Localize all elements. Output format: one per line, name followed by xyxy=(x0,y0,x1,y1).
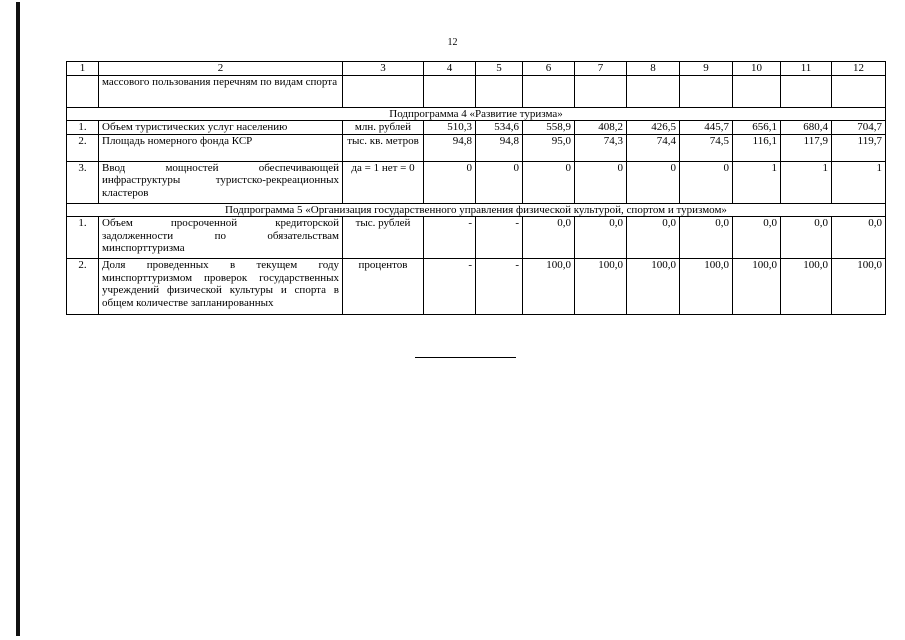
value-cell: 0 xyxy=(575,161,627,203)
value-cell: 94,8 xyxy=(424,134,476,161)
column-header: 8 xyxy=(627,62,680,76)
value-cell xyxy=(680,75,733,107)
row-number: 1. xyxy=(67,217,99,259)
value-cell: 510,3 xyxy=(424,121,476,135)
value-cell: 0 xyxy=(424,161,476,203)
indicators-table xyxy=(66,61,886,315)
value-cell: 74,4 xyxy=(627,134,680,161)
table-row xyxy=(67,161,886,203)
value-cell: 1 xyxy=(832,161,886,203)
value-cell: 0 xyxy=(523,161,575,203)
column-header: 3 xyxy=(343,62,424,76)
section-header-row xyxy=(67,203,886,217)
column-header: 9 xyxy=(680,62,733,76)
value-cell xyxy=(424,75,476,107)
value-cell xyxy=(832,75,886,107)
value-cell: 0 xyxy=(476,161,523,203)
row-number: 2. xyxy=(67,259,99,315)
value-cell: 0 xyxy=(680,161,733,203)
value-cell: - xyxy=(424,217,476,259)
table-row xyxy=(67,217,886,259)
section-title-5: Подпрограмма 5 «Организация государственного управления физической культурой, спортом и туризмом» xyxy=(67,203,886,217)
value-cell: 445,7 xyxy=(680,121,733,135)
value-cell: 100,0 xyxy=(523,259,575,315)
value-cell: 0,0 xyxy=(575,217,627,259)
value-cell xyxy=(781,75,832,107)
column-header: 10 xyxy=(733,62,781,76)
value-cell: 94,8 xyxy=(476,134,523,161)
value-cell xyxy=(627,75,680,107)
table-row xyxy=(67,259,886,315)
value-cell: 74,5 xyxy=(680,134,733,161)
value-cell: 0,0 xyxy=(781,217,832,259)
row-number: 1. xyxy=(67,121,99,135)
indicator-name: Объем туристических услуг населению xyxy=(99,121,343,135)
end-of-table-rule xyxy=(415,357,516,358)
value-cell: 0,0 xyxy=(832,217,886,259)
unit-cell: млн. рублей xyxy=(343,121,424,135)
value-cell: 100,0 xyxy=(575,259,627,315)
value-cell: 95,0 xyxy=(523,134,575,161)
value-cell xyxy=(575,75,627,107)
row-number: 3. xyxy=(67,161,99,203)
value-cell: 100,0 xyxy=(627,259,680,315)
value-cell: - xyxy=(476,217,523,259)
value-cell: 100,0 xyxy=(680,259,733,315)
value-cell: 74,3 xyxy=(575,134,627,161)
value-cell: 116,1 xyxy=(733,134,781,161)
indicator-name: Площадь номерного фонда КСР xyxy=(99,134,343,161)
value-cell xyxy=(476,75,523,107)
value-cell: 100,0 xyxy=(733,259,781,315)
value-cell: - xyxy=(476,259,523,315)
unit-cell: да = 1 нет = 0 xyxy=(343,161,424,203)
value-cell: 426,5 xyxy=(627,121,680,135)
section-title-4: Подпрограмма 4 «Развитие туризма» xyxy=(67,107,886,121)
value-cell: 0,0 xyxy=(733,217,781,259)
column-header: 2 xyxy=(99,62,343,76)
section-header-row xyxy=(67,107,886,121)
column-header: 6 xyxy=(523,62,575,76)
column-number-row xyxy=(67,62,886,76)
value-cell: 1 xyxy=(781,161,832,203)
unit-cell xyxy=(343,75,424,107)
value-cell: 704,7 xyxy=(832,121,886,135)
value-cell: 100,0 xyxy=(781,259,832,315)
table-row xyxy=(67,134,886,161)
value-cell: 119,7 xyxy=(832,134,886,161)
value-cell: 680,4 xyxy=(781,121,832,135)
indicator-name: Ввод мощностей обеспечивающей инфраструктуры туристско-рекреационных кластеров xyxy=(99,161,343,203)
scan-edge xyxy=(16,2,20,636)
unit-cell: тыс. кв. метров xyxy=(343,134,424,161)
value-cell: 558,9 xyxy=(523,121,575,135)
column-header: 11 xyxy=(781,62,832,76)
value-cell xyxy=(523,75,575,107)
indicator-name: Доля проведенных в текущем году минспорттуризмом проверок государственных учреждений физической культуры и спорта в общем количестве запланированных xyxy=(99,259,343,315)
indicator-name: массового пользования перечням по видам спорта xyxy=(99,75,343,107)
value-cell: - xyxy=(424,259,476,315)
unit-cell: тыс. рублей xyxy=(343,217,424,259)
value-cell: 0 xyxy=(627,161,680,203)
value-cell: 408,2 xyxy=(575,121,627,135)
value-cell: 1 xyxy=(733,161,781,203)
row-number-cell xyxy=(67,75,99,107)
value-cell: 100,0 xyxy=(832,259,886,315)
value-cell: 534,6 xyxy=(476,121,523,135)
value-cell xyxy=(733,75,781,107)
value-cell: 0,0 xyxy=(523,217,575,259)
table-row xyxy=(67,75,886,107)
table-row xyxy=(67,121,886,135)
unit-cell: процентов xyxy=(343,259,424,315)
column-header: 12 xyxy=(832,62,886,76)
value-cell: 0,0 xyxy=(627,217,680,259)
value-cell: 656,1 xyxy=(733,121,781,135)
column-header: 7 xyxy=(575,62,627,76)
value-cell: 0,0 xyxy=(680,217,733,259)
column-header: 1 xyxy=(67,62,99,76)
page-number: 12 xyxy=(447,37,458,48)
value-cell: 117,9 xyxy=(781,134,832,161)
column-header: 4 xyxy=(424,62,476,76)
indicator-name: Объем просроченной кредиторской задолженности по обязательствам минспорттуризма xyxy=(99,217,343,259)
row-number: 2. xyxy=(67,134,99,161)
column-header: 5 xyxy=(476,62,523,76)
